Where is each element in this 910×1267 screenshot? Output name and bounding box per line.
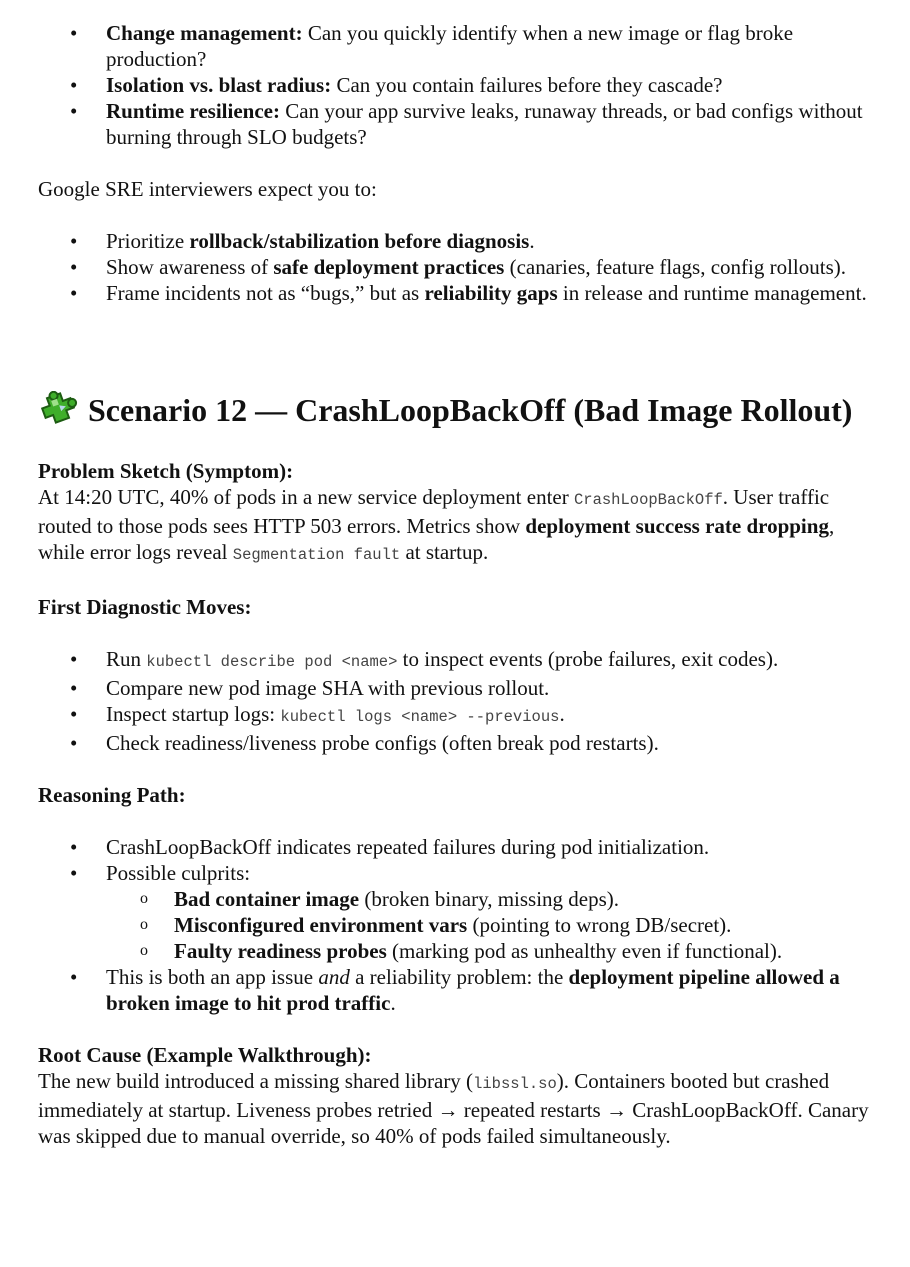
text-run: Faulty readiness probes	[174, 939, 387, 963]
text-run: , while error logs reveal	[38, 514, 835, 564]
list-item	[38, 228, 880, 254]
text-run: and	[318, 965, 350, 989]
text-run: Run	[106, 647, 147, 671]
list-item	[38, 72, 880, 98]
text-run: deployment success rate dropping	[525, 514, 829, 538]
inline-code: kubectl logs <name> --previous	[280, 708, 560, 726]
text-run: Isolation vs. blast radius:	[106, 73, 332, 97]
expect-bullet-list	[38, 228, 880, 306]
text-run: (pointing to wrong DB/secret).	[467, 913, 732, 937]
list-item	[38, 675, 880, 701]
text-run: Google SRE interviewers expect you to:	[38, 177, 377, 201]
root-cause-title: Root Cause (Example Walkthrough):	[38, 1043, 372, 1067]
reasoning-title: Reasoning Path:	[38, 783, 186, 807]
first-moves-title: First Diagnostic Moves:	[38, 595, 252, 619]
scenario-heading-text: Scenario 12 — CrashLoopBackOff (Bad Image Rollout)	[88, 392, 853, 428]
list-item	[38, 730, 880, 756]
inline-code: CrashLoopBackOff	[573, 491, 723, 509]
text-run: This is both an app issue	[106, 965, 319, 989]
list-item	[38, 860, 880, 886]
list-item	[38, 646, 880, 675]
puzzle-piece-icon	[38, 391, 78, 425]
list-item	[38, 834, 880, 860]
text-run: (marking pod as unhealthy even if functional).	[386, 939, 783, 963]
text-run: to inspect events (probe failures, exit codes).	[397, 647, 779, 671]
text-run: Can your app survive leaks, runaway threads, or bad configs without burning through SLO budgets?	[106, 99, 863, 149]
text-run: in release and runtime management.	[557, 281, 867, 305]
intro-bullet-list	[38, 20, 880, 150]
list-item	[38, 701, 880, 730]
text-run: Frame incidents not as “bugs,” but as	[106, 281, 425, 305]
inline-code: libssl.so	[473, 1075, 557, 1093]
text-run: Runtime resilience:	[106, 99, 280, 123]
text-run: reliability gaps	[424, 281, 558, 305]
first-moves-list	[38, 646, 880, 756]
text-run: Check readiness/liveness probe configs (often break pod restarts).	[106, 731, 659, 755]
text-run: safe deployment practices	[273, 255, 505, 279]
list-item	[38, 938, 880, 964]
text-run: Possible culprits:	[106, 861, 251, 885]
text-run: Can you quickly identify when a new image or flag broke production?	[106, 21, 794, 71]
text-run: Show awareness of	[106, 255, 274, 279]
text-run: .	[390, 991, 396, 1015]
text-run: Compare new pod image SHA with previous rollout.	[106, 676, 550, 700]
problem-body	[38, 484, 880, 568]
text-run: Bad container image	[174, 887, 360, 911]
text-run: . User traffic routed to those pods sees HTTP 503 errors. Metrics show	[38, 485, 830, 538]
inline-code: Segmentation fault	[232, 546, 401, 564]
text-run: (broken binary, missing deps).	[359, 887, 620, 911]
problem-section	[38, 458, 880, 568]
text-run: ). Containers booted but crashed immediately at startup. Liveness probes retried → repeated restarts → CrashLoopBackOff. Canary was skipped due to manual override, so 40% of pods failed simultaneously.	[38, 1069, 869, 1148]
text-run: .	[559, 702, 565, 726]
list-item	[38, 98, 880, 150]
list-item	[38, 964, 880, 1016]
list-item	[38, 886, 880, 912]
reasoning-list	[38, 834, 880, 1016]
list-item	[38, 254, 880, 280]
list-item	[38, 912, 880, 938]
list-item	[38, 280, 880, 306]
text-run: Can you contain failures before they cascade?	[331, 73, 723, 97]
text-run: At 14:20 UTC, 40% of pods in a new service deployment enter	[38, 485, 574, 509]
text-run: Change management:	[106, 21, 303, 45]
text-run: (canaries, feature flags, config rollouts).	[504, 255, 847, 279]
problem-title: Problem Sketch (Symptom):	[38, 459, 294, 483]
text-run: Inspect startup logs:	[106, 702, 281, 726]
text-run: CrashLoopBackOff indicates repeated failures during pod initialization.	[106, 835, 710, 859]
text-run: a reliability problem: the	[349, 965, 569, 989]
text-run: .	[529, 229, 535, 253]
list-item	[38, 20, 880, 72]
text-run: deployment pipeline allowed a broken image to hit prod traffic	[106, 965, 840, 1015]
root-cause-body	[38, 1068, 880, 1149]
scenario-heading	[38, 391, 880, 430]
text-run: Prioritize	[106, 229, 190, 253]
text-run: Misconfigured environment vars	[174, 913, 468, 937]
expect-intro-paragraph	[38, 176, 880, 202]
text-run: rollback/stabilization before diagnosis	[189, 229, 530, 253]
inline-code: kubectl describe pod <name>	[146, 653, 398, 671]
text-run: at startup.	[400, 540, 489, 564]
text-run: The new build introduced a missing shared library (	[38, 1069, 474, 1093]
